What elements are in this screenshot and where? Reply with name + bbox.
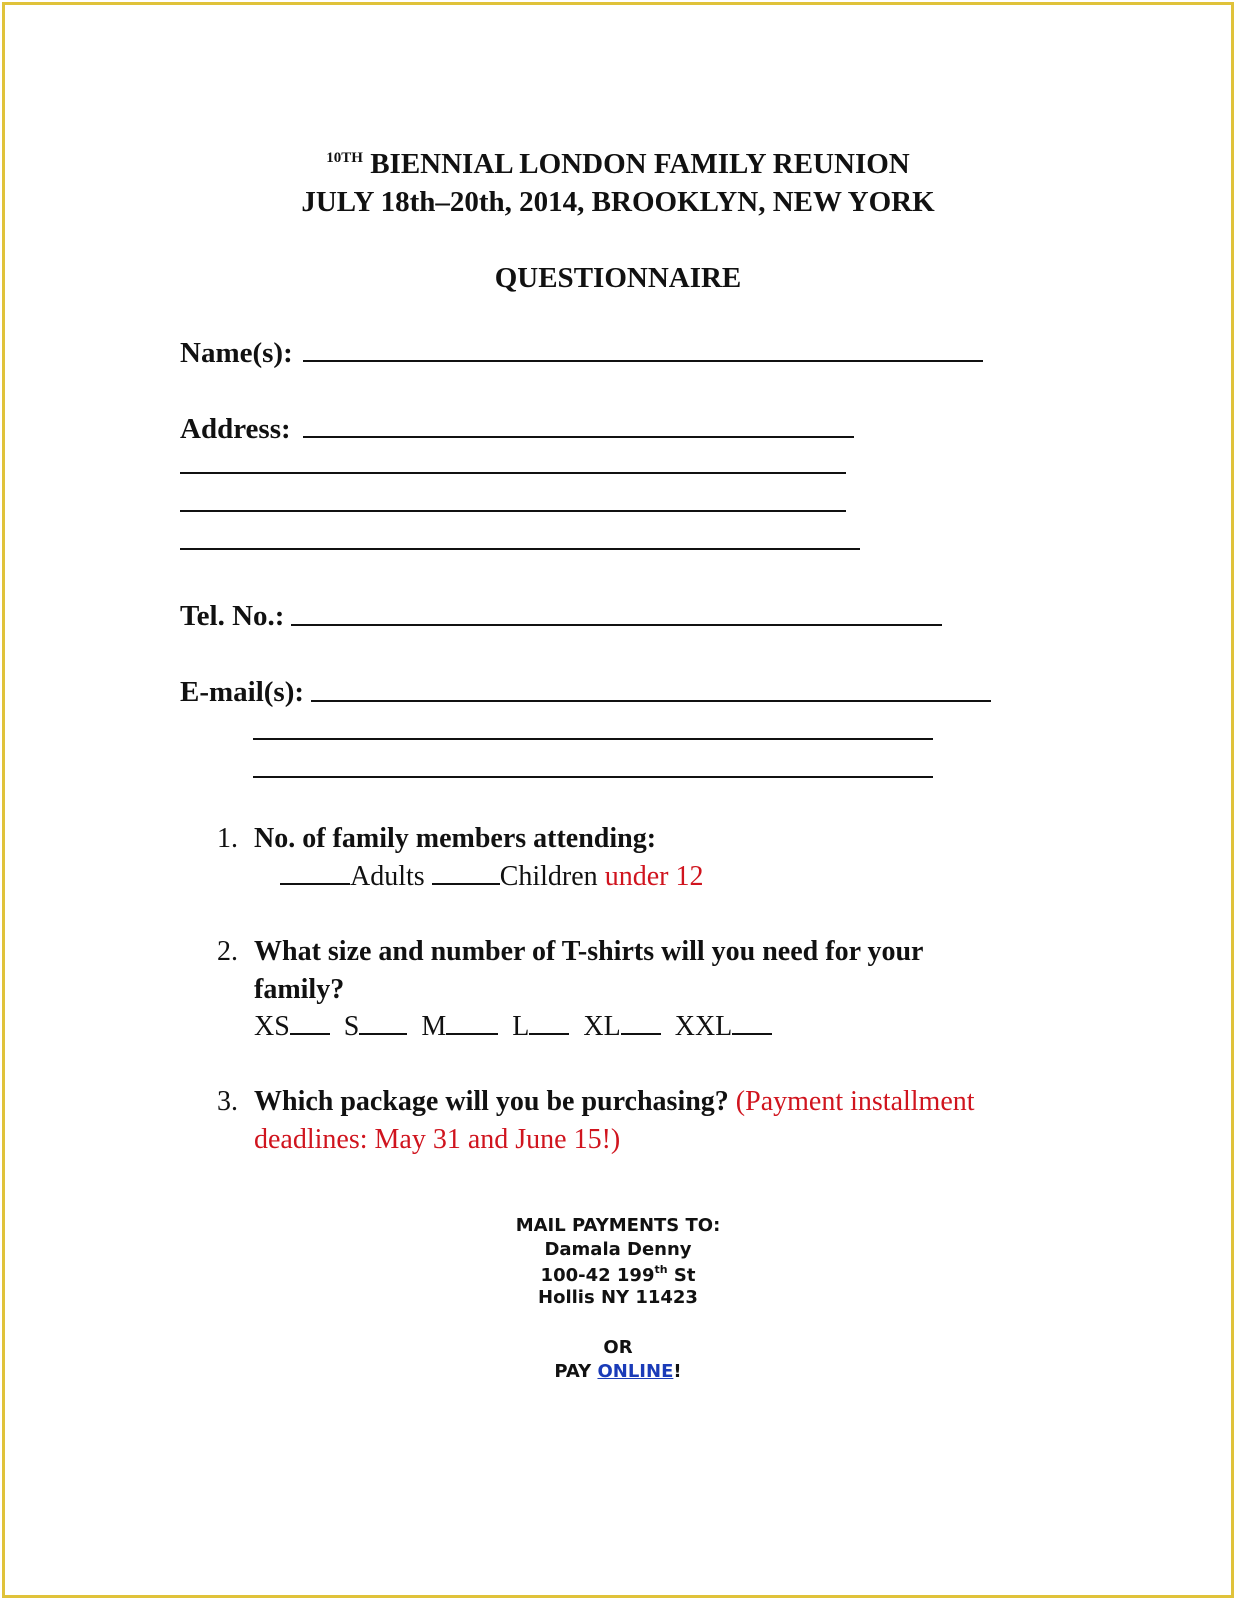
size-l-field[interactable] xyxy=(529,1015,569,1035)
question-1-text: No. of family members attending: xyxy=(254,823,657,854)
address-field-line2[interactable] xyxy=(180,472,846,474)
email-field-line2[interactable] xyxy=(253,738,933,740)
page-border xyxy=(2,2,1234,1598)
size-xl-label: XL xyxy=(583,1011,621,1042)
size-xs-field[interactable] xyxy=(290,1015,330,1035)
question-3 xyxy=(254,1086,975,1118)
email-field-line3[interactable] xyxy=(253,776,933,778)
reunion-dates: JULY 18th–20th, 2014, BROOKLYN, NEW YORK xyxy=(301,186,935,218)
mail-street-suffix: St xyxy=(673,1265,696,1286)
mail-street-ordinal: th xyxy=(654,1263,668,1276)
name-field[interactable] xyxy=(303,360,983,362)
address-field-line4[interactable] xyxy=(180,548,860,550)
size-s-field[interactable] xyxy=(359,1015,407,1035)
question-3-number: 3. xyxy=(217,1086,238,1117)
reunion-title xyxy=(0,148,1236,181)
address-field-line1[interactable] xyxy=(303,436,854,438)
size-xl-field[interactable] xyxy=(621,1015,661,1035)
children-label: Children xyxy=(499,861,598,892)
page-title: QUESTIONNAIRE xyxy=(494,262,742,294)
adults-count-field[interactable] xyxy=(280,865,350,885)
mail-street xyxy=(0,1263,1236,1286)
adults-label: Adults xyxy=(350,861,425,892)
address-label: Address: xyxy=(180,413,291,445)
tel-label: Tel. No.: xyxy=(180,600,285,632)
tel-field[interactable] xyxy=(291,624,942,626)
question-1-answer xyxy=(280,861,703,893)
or-text: OR xyxy=(603,1337,633,1358)
size-xxl-field[interactable] xyxy=(732,1015,772,1035)
question-2-text-line1: What size and number of T-shirts will you need for your xyxy=(254,936,924,967)
size-l-label: L xyxy=(512,1011,530,1042)
children-age-note: under 12 xyxy=(604,861,704,892)
mail-street-number: 100-42 199 xyxy=(540,1265,655,1286)
title-ordinal: 10TH xyxy=(326,150,363,166)
mail-recipient: Damala Denny xyxy=(544,1239,692,1260)
size-m-label: M xyxy=(421,1011,447,1042)
size-s-label: S xyxy=(343,1011,360,1042)
size-xs-label: XS xyxy=(254,1011,290,1042)
payment-deadline-note-line2: deadlines: May 31 and June 15!) xyxy=(254,1124,621,1155)
mail-heading: MAIL PAYMENTS TO: xyxy=(515,1215,721,1236)
address-field-line3[interactable] xyxy=(180,510,846,512)
question-2-text-line2: family? xyxy=(254,974,345,1005)
pay-online xyxy=(0,1361,1236,1382)
email-field-line1[interactable] xyxy=(311,700,991,702)
pay-online-link[interactable]: ONLINE xyxy=(597,1361,674,1382)
question-2-number: 2. xyxy=(217,936,238,967)
question-1 xyxy=(217,823,238,855)
children-count-field[interactable] xyxy=(432,865,500,885)
question-3-text: Which package will you be purchasing? xyxy=(254,1086,729,1117)
tshirt-sizes xyxy=(254,1011,772,1043)
size-xxl-label: XXL xyxy=(674,1011,733,1042)
size-m-field[interactable] xyxy=(446,1015,498,1035)
mail-city: Hollis NY 11423 xyxy=(538,1287,698,1308)
name-label: Name(s): xyxy=(180,337,293,369)
pay-suffix: ! xyxy=(673,1361,682,1382)
title-line1: BIENNIAL LONDON FAMILY REUNION xyxy=(370,148,910,180)
payment-deadline-note: (Payment installment xyxy=(735,1086,975,1117)
pay-prefix: PAY xyxy=(554,1361,592,1382)
question-1-number: 1. xyxy=(217,823,238,854)
email-label: E-mail(s): xyxy=(180,676,305,708)
